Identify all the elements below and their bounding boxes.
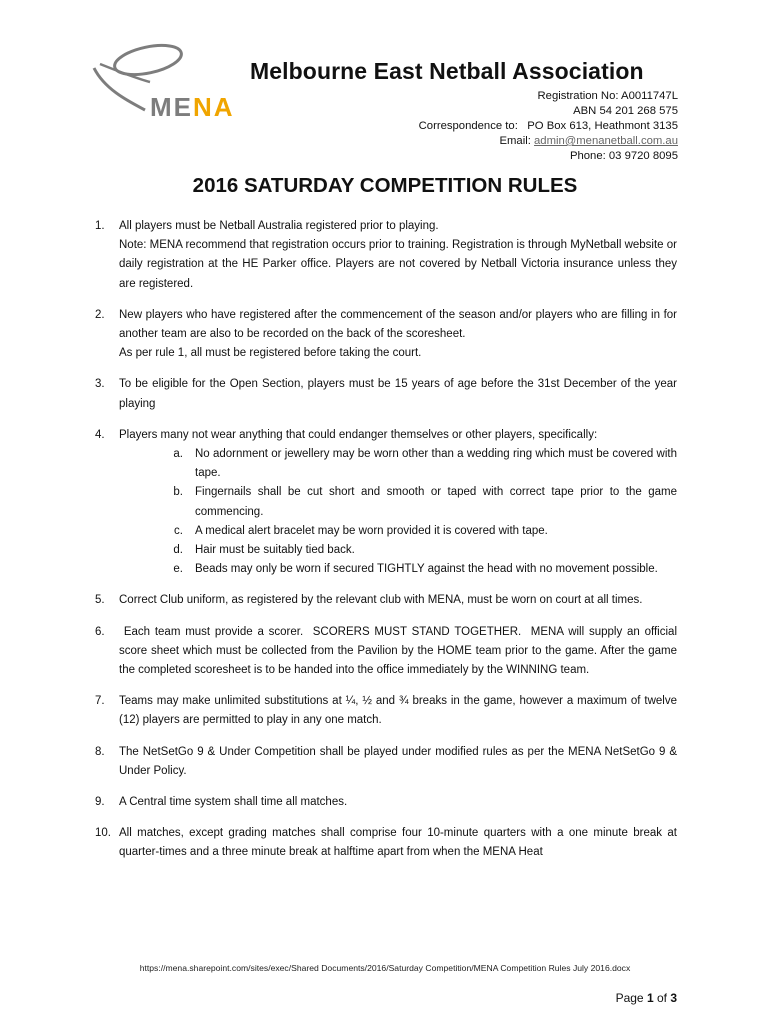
mena-logo [90, 40, 250, 130]
rule-number: 2. [95, 308, 105, 321]
rule-item [95, 217, 677, 294]
sub-rule [156, 522, 677, 541]
rule-text: To be eligible for the Open Section, players must be 15 years of age before the 31st December of the year playing [119, 378, 677, 410]
rule-text: Teams may make unlimited substitutions at ¼, ½ and ¾ breaks in the game, however a maximum of twelve (12) players are permitted to play in any one match. [119, 695, 677, 727]
rule-item [95, 426, 677, 580]
footer-file-path: https://mena.sharepoint.com/sites/exec/Shared Documents/2016/Saturday Competition/MENA Competition Rules July 2016.docx [139, 963, 631, 973]
page-of: of [653, 991, 671, 1005]
rule-number: 6. [95, 625, 105, 638]
email-label: Email: [499, 135, 535, 147]
rule-text: As per rule 1, all must be registered before taking the court. [119, 347, 422, 360]
sub-rule-text: Hair must be suitably tied back. [195, 544, 355, 557]
logo-text-me: ME [150, 92, 193, 122]
rule-number: 1. [95, 220, 105, 232]
page-prefix: Page [615, 991, 647, 1005]
rule-item [95, 623, 681, 681]
rule-text: New players who have registered after the commencement of the season and/or players who are filling in for another team are also to be recorded on the back of the scoresheet. [119, 308, 677, 341]
email-line [419, 134, 678, 149]
netball-swoosh-icon [90, 40, 250, 130]
rule-text: Note: MENA recommend that registration occurs prior to training. Registration is through MyNetball website or daily registration at the HE Parker office. Players are not covered by Netball Victoria insurance unless they are registered. [119, 239, 677, 290]
rule-number: 4. [95, 428, 105, 441]
rule-number: 9. [95, 796, 105, 809]
phone: Phone: 03 9720 8095 [569, 150, 678, 162]
sub-rule-letter: c. [174, 524, 183, 537]
page-total: 3 [670, 991, 677, 1005]
rule-text: All matches, except grading matches shall comprise four 10-minute quarters with a one minute break at quarter-times and a three minute break at halftime apart from when the MENA Heat [119, 827, 677, 859]
sub-rule [156, 445, 677, 483]
page-number [616, 991, 677, 1005]
sub-rule [156, 483, 677, 521]
rule-item [95, 375, 677, 413]
sub-rule [156, 560, 677, 579]
rule-item [95, 743, 677, 781]
rule-text: Correct Club uniform, as registered by the relevant club with MENA, must be worn on court at all times. [119, 594, 643, 607]
rule-number: 10. [95, 827, 111, 840]
sub-rule-letter: d. [173, 544, 183, 557]
abn: ABN 54 201 268 575 [573, 105, 678, 117]
sub-rule-letter: a. [173, 448, 183, 461]
sub-rule-text: No adornment or jewellery may be worn other than a wedding ring which must be covered with tape. [195, 448, 677, 480]
rule-text: A Central time system shall time all matches. [119, 796, 348, 809]
rule-number: 3. [95, 378, 105, 391]
sub-rule [156, 541, 677, 560]
rule-number: 8. [95, 745, 105, 758]
rule-text: The NetSetGo 9 & Under Competition shall be played under modified rules as per the MENA NetSetGo 9 & Under Policy. [119, 745, 677, 777]
sub-rule-text: Fingernails shall be cut short and smooth or taped with correct tape prior to the game commencing. [195, 486, 677, 518]
document-title: 2016 SATURDAY COMPETITION RULES [192, 174, 578, 197]
rule-text: All players must be Netball Australia registered prior to playing. [119, 220, 439, 232]
page-current: 1 [646, 991, 654, 1005]
correspondence-address: Correspondence to: PO Box 613, Heathmont 3135 [418, 120, 678, 132]
svg-text:MENA [150, 92, 235, 122]
sub-rule-text: A medical alert bracelet may be worn provided it is covered with tape. [195, 524, 548, 537]
rule-item [95, 591, 677, 610]
sub-rule-text: Beads may only be worn if secured TIGHTLY against the head with no movement possible. [195, 563, 658, 576]
rule-item [95, 692, 677, 730]
sub-rule-letter: e. [173, 563, 183, 576]
rule-item [95, 306, 677, 364]
logo-text-na: NA [193, 92, 235, 122]
sub-rule-letter: b. [173, 486, 183, 499]
rule-text: Players many not wear anything that could endanger themselves or other players, specifically: [119, 428, 598, 441]
rule-number: 5. [95, 594, 105, 607]
rule-item [95, 793, 677, 812]
rule-text: Each team must provide a scorer. SCORERS MUST STAND TOGETHER. MENA will supply an official score sheet which must be collected from the Pavilion by the HOME team prior to the game. After the game the completed scoresheet is to be handed into the office immediately by the WINNING team. [119, 625, 681, 677]
org-name: Melbourne East Netball Association [250, 58, 644, 84]
contact-block [419, 89, 678, 164]
rule-number: 7. [95, 695, 105, 708]
rules-list [95, 217, 681, 875]
rule-item [95, 824, 677, 862]
email-link[interactable]: admin@menanetball.com.au [534, 135, 678, 147]
registration-number: Registration No: A0011747L [537, 90, 678, 102]
